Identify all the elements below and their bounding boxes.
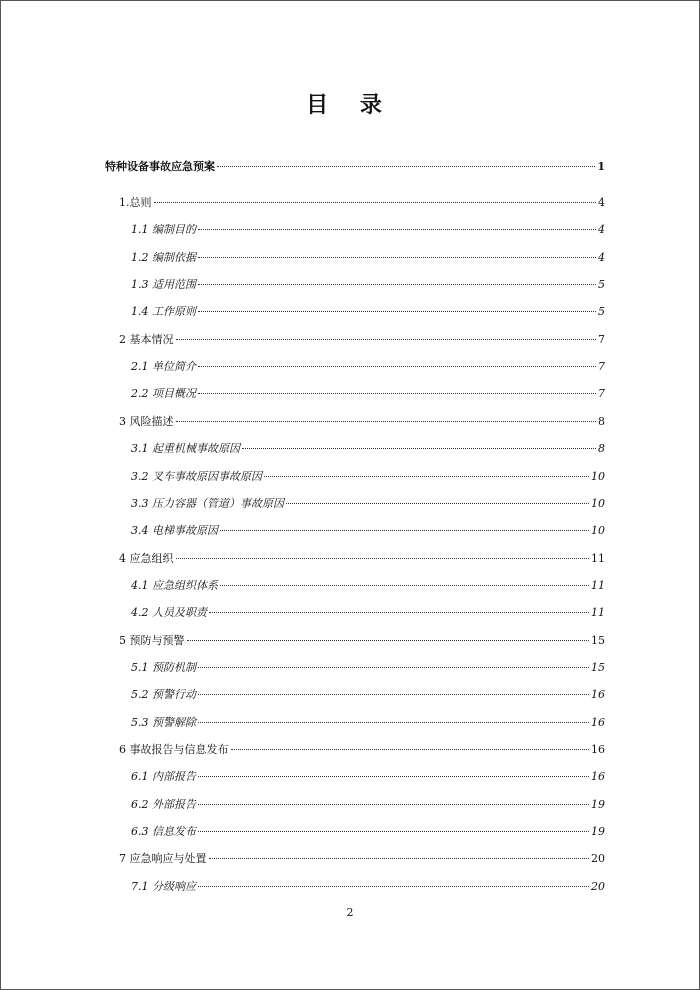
toc-entry-title: 2.1 单位简介: [131, 360, 196, 374]
toc-entry[interactable]: [131, 359, 605, 375]
toc-entry-title: 6.2 外部报告: [131, 797, 196, 811]
toc-entry-page: 4: [598, 250, 605, 264]
toc-entry-page: 16: [591, 743, 605, 756]
toc-entry-page: 4: [598, 223, 605, 237]
toc-entry-title: 4.2 人员及职责: [131, 606, 207, 620]
toc-entry-page: 10: [591, 524, 605, 538]
toc-entry-title: 1.1 编制目的: [131, 223, 196, 237]
toc-entry-page: 19: [591, 825, 605, 839]
toc-entry-title: 5 预防与预警: [119, 633, 185, 647]
dot-leader: [176, 339, 597, 340]
toc-entry-page: 15: [591, 633, 605, 647]
dot-leader: [176, 421, 597, 422]
toc-entry-title: 7.1 分级响应: [131, 879, 196, 893]
toc-entry[interactable]: [131, 386, 605, 402]
toc-entry-page: 10: [591, 496, 605, 510]
toc-entry[interactable]: [131, 769, 605, 785]
dot-leader: [286, 503, 589, 504]
toc-entry-title: 2.2 项目概况: [131, 387, 196, 401]
toc-entry-title: 6 事故报告与信息发布: [119, 743, 229, 756]
page-number: 2: [346, 906, 354, 919]
dot-leader: [198, 694, 589, 695]
toc-entry[interactable]: [131, 578, 605, 594]
toc-entry-title: 1.总则: [119, 196, 152, 209]
dot-leader: [220, 585, 589, 586]
dot-leader: [198, 257, 596, 258]
dot-leader: [198, 284, 596, 285]
dot-leader: [220, 530, 589, 531]
toc-entry[interactable]: [119, 742, 605, 758]
toc-entry-title: 2 基本情况: [119, 332, 174, 346]
toc-entry-page: 5: [598, 278, 605, 292]
toc-entry-title: 7 应急响应与处置: [119, 852, 207, 866]
toc-entry-title: 6.1 内部报告: [131, 770, 196, 784]
toc-entry-title: 3.1 起重机械事故原因: [131, 442, 240, 456]
toc-entry-title: 3.3 压力容器（管道）事故原因: [131, 496, 284, 510]
dot-leader: [198, 393, 596, 394]
toc-entry-title: 1.2 编制依据: [131, 250, 196, 264]
toc-entry-title: 1.3 适用范围: [131, 278, 196, 292]
toc-entry[interactable]: [119, 332, 605, 348]
toc-entry-page: 4: [598, 196, 605, 209]
toc-entry[interactable]: [119, 633, 605, 649]
toc-entry-page: 8: [598, 442, 605, 456]
toc-entry-title: 5.1 预防机制: [131, 660, 196, 674]
dot-leader: [198, 366, 596, 367]
dot-leader: [209, 612, 589, 613]
toc-entry-page: 10: [591, 469, 605, 483]
toc-entry[interactable]: [131, 304, 605, 320]
toc-entry-page: 20: [591, 879, 605, 893]
toc-entry[interactable]: [119, 551, 605, 567]
toc-entry[interactable]: [131, 879, 605, 895]
toc-entry-page: 7: [598, 332, 605, 346]
toc-entry-page: 11: [591, 578, 605, 592]
toc-entry-page: 5: [598, 305, 605, 319]
dot-leader: [198, 831, 589, 832]
dot-leader: [154, 202, 597, 203]
toc-entry-page: 7: [598, 387, 605, 401]
dot-leader: [198, 229, 596, 230]
toc-entry-title: 3.4 电梯事故原因: [131, 524, 218, 538]
toc-entry-page: 19: [591, 797, 605, 811]
toc-entry-page: 8: [598, 414, 605, 428]
toc-entry[interactable]: [131, 824, 605, 840]
dot-leader: [187, 640, 590, 641]
toc-entry[interactable]: [105, 159, 605, 175]
dot-leader: [264, 476, 589, 477]
dot-leader: [198, 886, 589, 887]
toc-entry[interactable]: [131, 469, 605, 485]
dot-leader: [198, 311, 596, 312]
toc-entry[interactable]: [131, 441, 605, 457]
toc-entry-title: 4.1 应急组织体系: [131, 578, 218, 592]
toc-entry[interactable]: [119, 414, 605, 430]
toc-entry-title: 特种设备事故应急预案: [105, 160, 215, 173]
toc-entry-title: 1.4 工作原则: [131, 305, 196, 319]
toc-entry-page: 7: [598, 360, 605, 374]
toc-entry-page: 16: [591, 688, 605, 702]
toc-entry-page: 11: [591, 551, 605, 565]
dot-leader: [231, 749, 590, 750]
toc-entry[interactable]: [131, 660, 605, 676]
dot-leader: [217, 166, 595, 167]
dot-leader: [242, 448, 596, 449]
dot-leader: [198, 667, 589, 668]
toc-entry-title: 5.3 预警解除: [131, 715, 196, 729]
toc-entry[interactable]: [119, 851, 605, 867]
toc-entry[interactable]: [131, 605, 605, 621]
toc-entry-title: 6.3 信息发布: [131, 825, 196, 839]
toc-entry-page: 16: [591, 715, 605, 729]
toc-entry-title: 3 风险描述: [119, 414, 174, 428]
toc-entry-title: 5.2 预警行动: [131, 688, 196, 702]
toc-title: 目 录: [306, 93, 394, 118]
toc-entry[interactable]: [131, 715, 605, 731]
dot-leader: [198, 722, 589, 723]
toc-entry-page: 11: [591, 606, 605, 620]
toc-entry[interactable]: [131, 250, 605, 266]
dot-leader: [176, 558, 590, 559]
toc-entry-page: 1: [597, 160, 605, 173]
dot-leader: [209, 858, 590, 859]
toc-entry[interactable]: [131, 222, 605, 238]
toc-entry[interactable]: [131, 797, 605, 813]
toc-entry-title: 4 应急组织: [119, 551, 174, 565]
toc-entry[interactable]: [131, 687, 605, 703]
toc-entry[interactable]: [131, 523, 605, 539]
toc-entry[interactable]: [119, 195, 605, 211]
toc-entry-page: 16: [591, 770, 605, 784]
dot-leader: [198, 776, 589, 777]
toc-entry-title: 3.2 叉车事故原因事故原因: [131, 469, 262, 483]
dot-leader: [198, 804, 589, 805]
toc-entry[interactable]: [131, 277, 605, 293]
toc-entry[interactable]: [131, 496, 605, 512]
toc-entry-page: 15: [591, 660, 605, 674]
toc-entry-page: 20: [591, 852, 605, 866]
